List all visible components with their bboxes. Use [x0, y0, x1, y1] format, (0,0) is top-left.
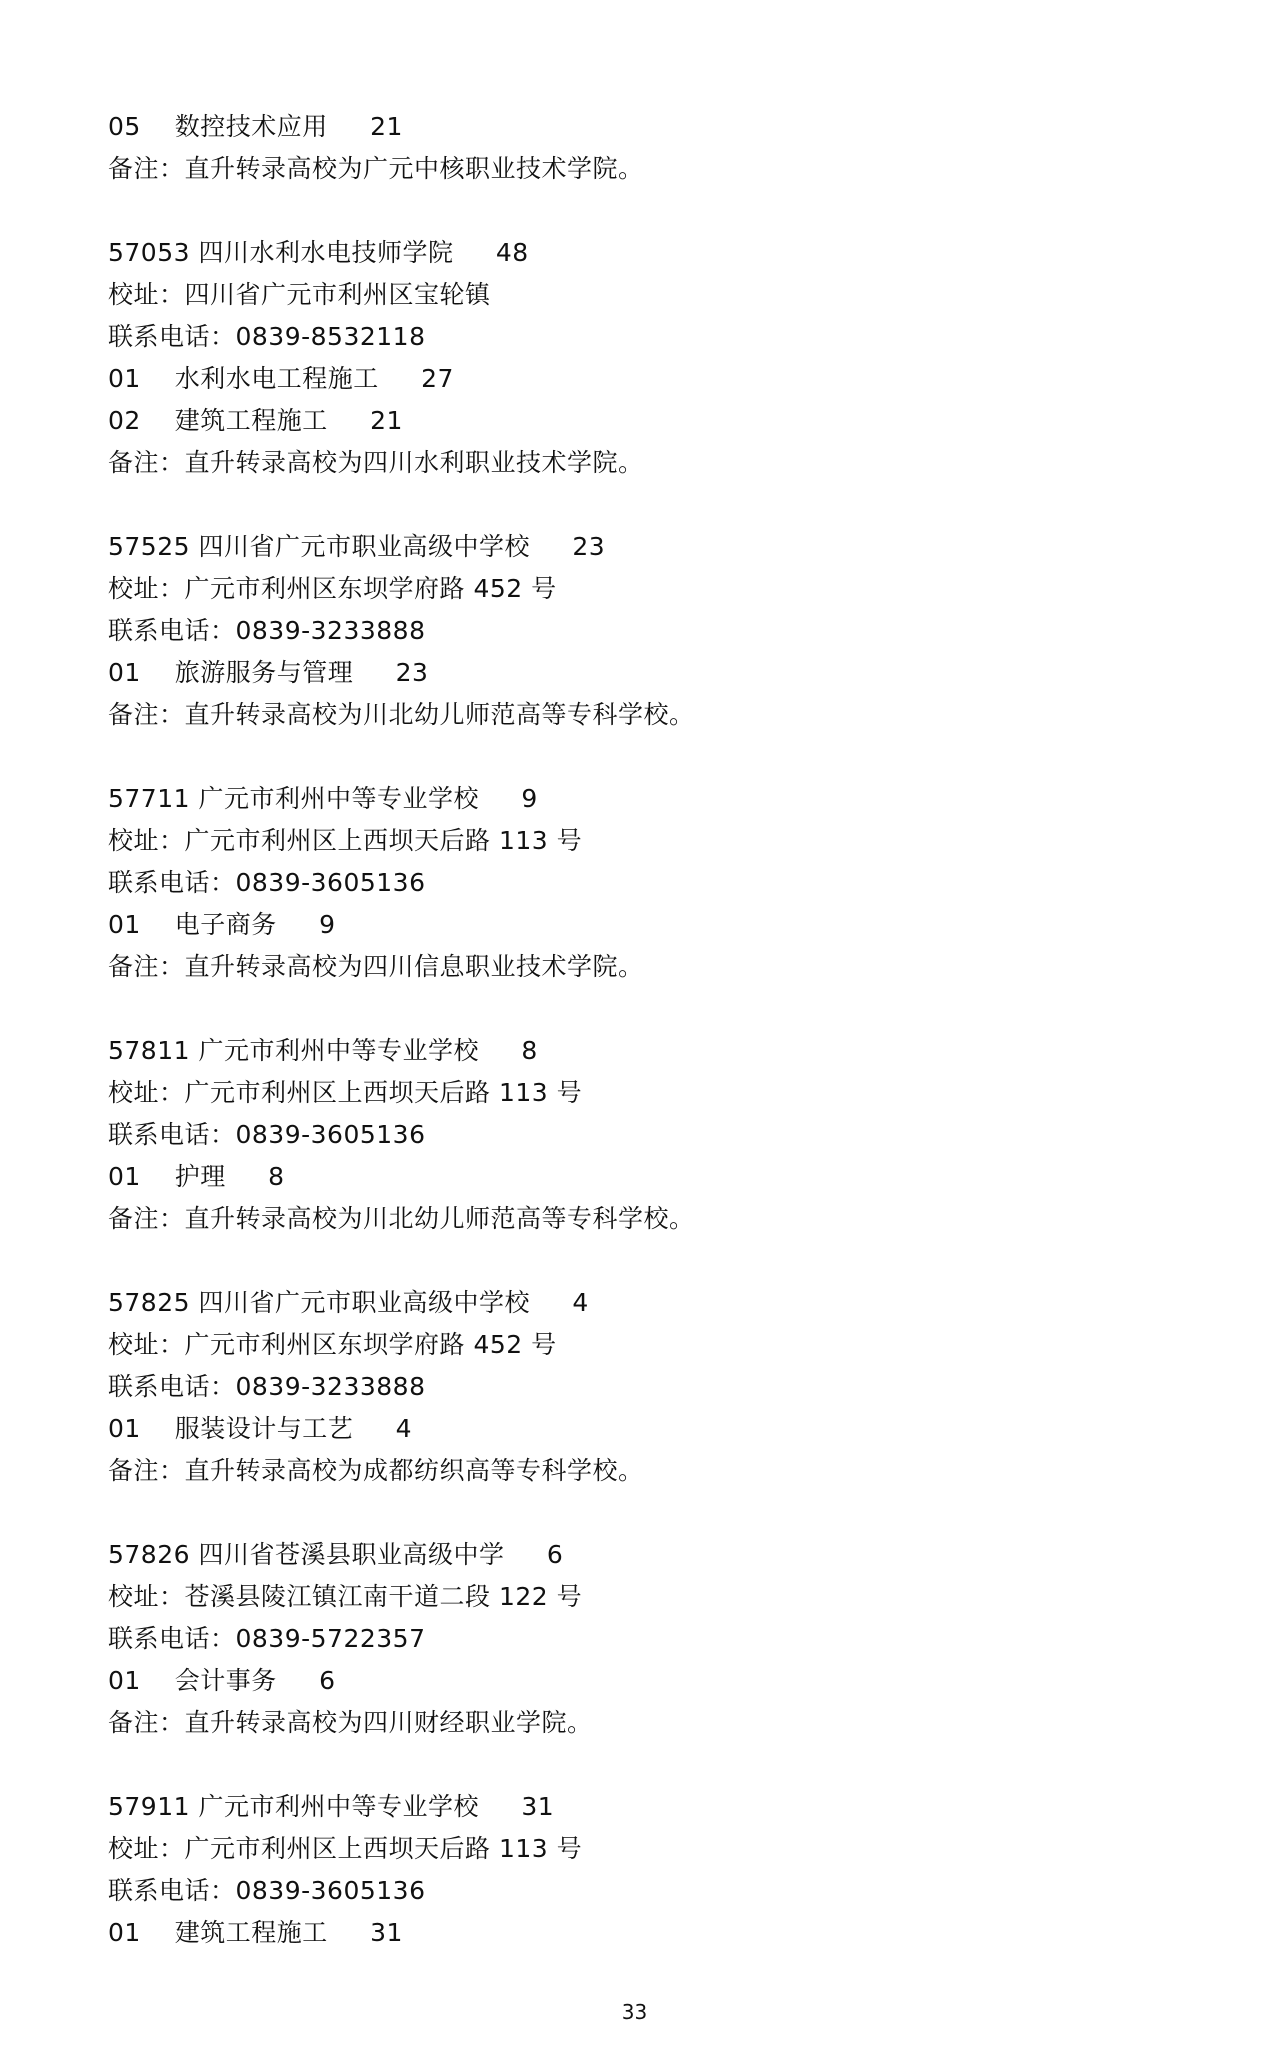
- section-gap: [108, 988, 1168, 1030]
- school-entry: [108, 232, 1168, 484]
- school-header: 57525 四川省广元市职业高级中学校 23: [108, 532, 606, 561]
- section-gap: [108, 1744, 1168, 1786]
- major-line: 02 建筑工程施工 21: [108, 406, 403, 435]
- major-line: 01 建筑工程施工 31: [108, 1918, 403, 1947]
- note-line: 备注：直升转录高校为四川信息职业技术学院。: [108, 952, 644, 981]
- section-gap: [108, 484, 1168, 526]
- major-line: 01 护理 8: [108, 1162, 285, 1191]
- school-phone: 联系电话：0839-3605136: [108, 1120, 426, 1149]
- note-line: 备注：直升转录高校为成都纺织高等专科学校。: [108, 1456, 644, 1485]
- major-line: 01 电子商务 9: [108, 910, 336, 939]
- school-header: 57826 四川省苍溪县职业高级中学 6: [108, 1540, 564, 1569]
- school-header: 57911 广元市利州中等专业学校 31: [108, 1792, 555, 1821]
- school-entry: [108, 1282, 1168, 1492]
- major-line: 01 水利水电工程施工 27: [108, 364, 454, 393]
- school-address: 校址：广元市利州区上西坝天后路 113 号: [108, 826, 583, 855]
- school-phone: 联系电话：0839-5722357: [108, 1624, 426, 1653]
- note-line: 备注：直升转录高校为四川水利职业技术学院。: [108, 448, 644, 477]
- school-address: 校址：广元市利州区上西坝天后路 113 号: [108, 1834, 583, 1863]
- major-line: 01 会计事务 6: [108, 1666, 336, 1695]
- school-phone: 联系电话：0839-3605136: [108, 1876, 426, 1905]
- major-line: 01 服装设计与工艺 4: [108, 1414, 413, 1443]
- school-entry: [108, 1786, 1168, 1954]
- school-header: 57711 广元市利州中等专业学校 9: [108, 784, 538, 813]
- school-phone: 联系电话：0839-3233888: [108, 616, 426, 645]
- school-address: 校址：广元市利州区东坝学府路 452 号: [108, 1330, 557, 1359]
- school-entry: [108, 526, 1168, 736]
- note-line: 备注：直升转录高校为川北幼儿师范高等专科学校。: [108, 700, 695, 729]
- section-gap: [108, 736, 1168, 778]
- note-line: 备注：直升转录高校为川北幼儿师范高等专科学校。: [108, 1204, 695, 1233]
- major-line: 05 数控技术应用 21: [108, 112, 403, 141]
- page-number: 33: [621, 2000, 648, 2024]
- section-gap: [108, 1240, 1168, 1282]
- school-address: 校址：广元市利州区上西坝天后路 113 号: [108, 1078, 583, 1107]
- school-header: 57053 四川水利水电技师学院 48: [108, 238, 529, 267]
- school-entry: [108, 778, 1168, 988]
- note-line: 备注：直升转录高校为广元中核职业技术学院。: [108, 154, 644, 183]
- school-address: 校址：广元市利州区东坝学府路 452 号: [108, 574, 557, 603]
- section-gap: [108, 190, 1168, 232]
- school-entry: [108, 1030, 1168, 1240]
- major-line: 01 旅游服务与管理 23: [108, 658, 429, 687]
- section-gap: [108, 1492, 1168, 1534]
- school-entry: [108, 1534, 1168, 1744]
- school-phone: 联系电话：0839-8532118: [108, 322, 426, 351]
- school-address: 校址：四川省广元市利州区宝轮镇: [108, 280, 491, 309]
- school-phone: 联系电话：0839-3233888: [108, 1372, 426, 1401]
- note-line: 备注：直升转录高校为四川财经职业学院。: [108, 1708, 593, 1737]
- document-body: [108, 106, 1168, 1954]
- school-header: 57811 广元市利州中等专业学校 8: [108, 1036, 538, 1065]
- school-address: 校址：苍溪县陵江镇江南干道二段 122 号: [108, 1582, 583, 1611]
- school-phone: 联系电话：0839-3605136: [108, 868, 426, 897]
- school-header: 57825 四川省广元市职业高级中学校 4: [108, 1288, 589, 1317]
